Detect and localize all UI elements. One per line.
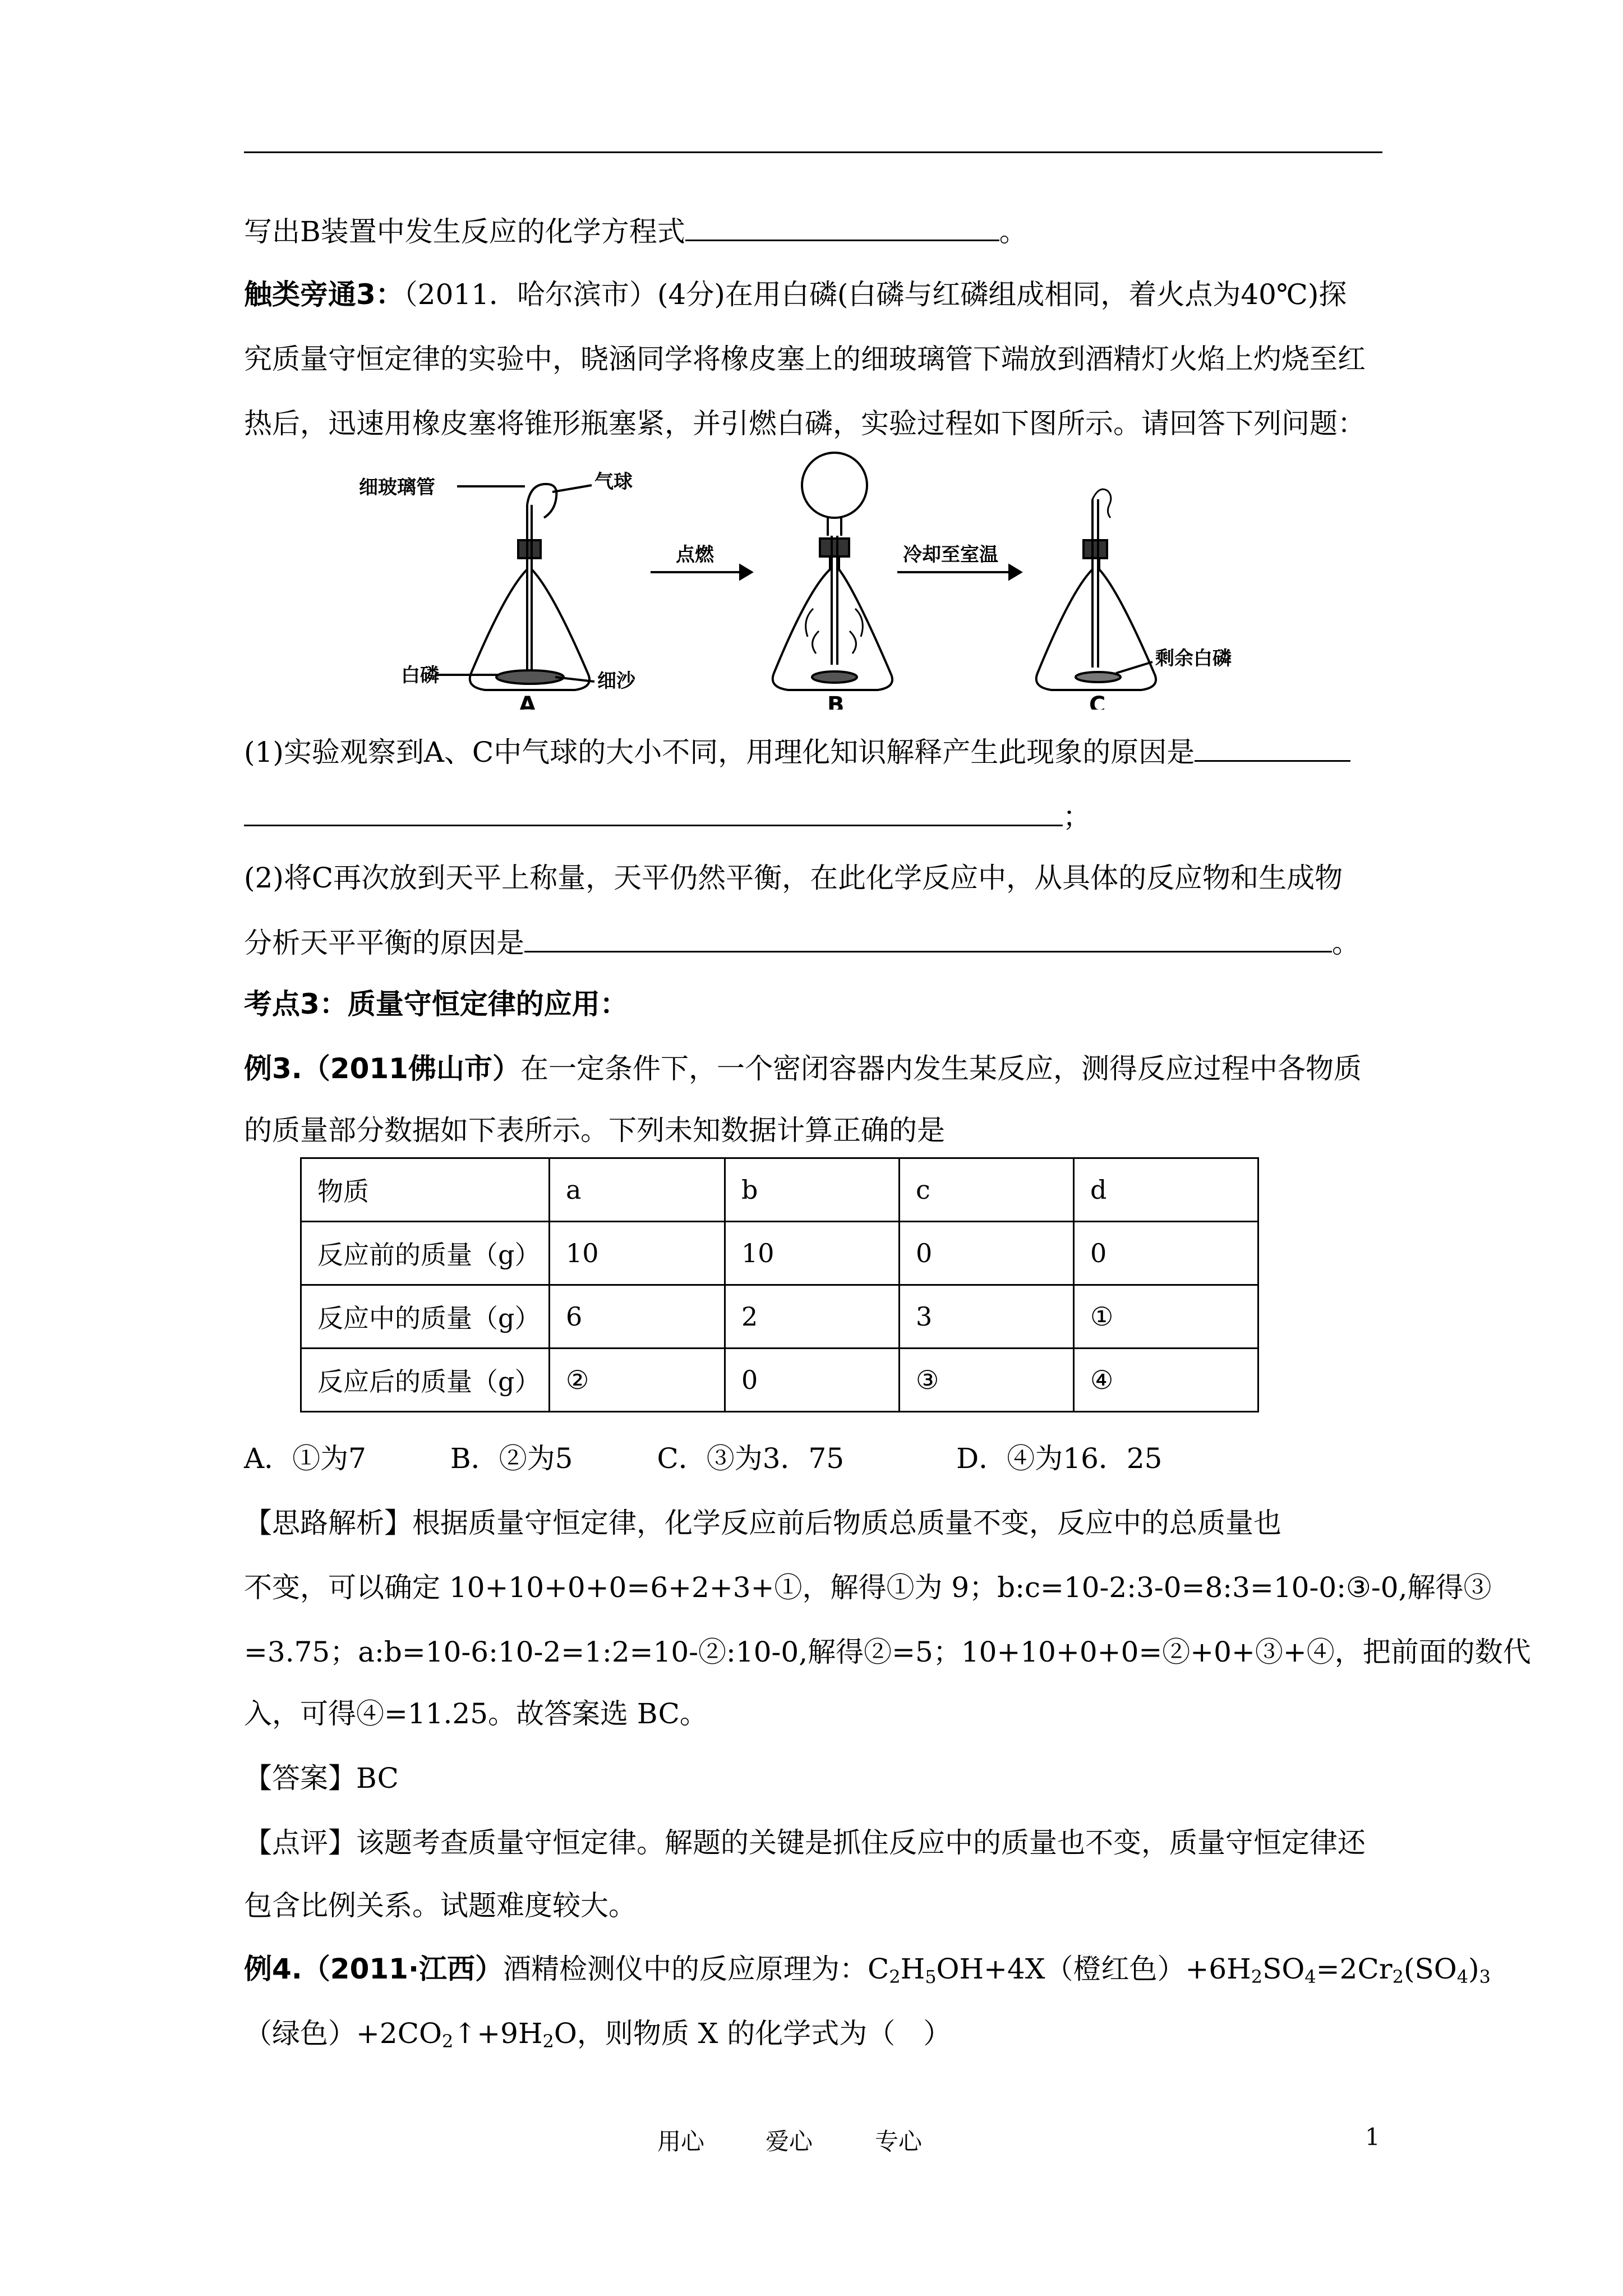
table-row: [301, 1222, 1258, 1285]
example-4-cont: （绿色）$+2CO_2↑+9H_2O$，则物质 X 的化学式为（ ）: [244, 2017, 952, 2052]
text-line: 触类旁通3：（2011．哈尔滨市）(4分)在用白磷(白磷与红磷组成相同，着火点为40℃)探: [244, 278, 1347, 311]
text-line: 究质量守恒定律的实验中，晓涵同学将橡皮塞上的细玻璃管下端放到酒精灯火焰上灼烧至红: [244, 343, 1366, 375]
arrow-cool: [897, 565, 1021, 579]
table-cell: 反应后的质量（g）: [301, 1349, 550, 1412]
header-rule: [244, 151, 1382, 153]
table-cell: a: [550, 1158, 725, 1222]
table-cell: c: [900, 1158, 1074, 1222]
solution-line: 不变，可以确定 10+10+0+0=6+2+3+①，解得①为 9；b:c=10-2:3-0=8:3=10-0:③-0,解得③: [244, 1571, 1492, 1604]
question-2-cont: 分析天平平衡的原因是 。: [244, 922, 1360, 963]
solution-line: 【思路解析】根据质量守恒定律，化学反应前后物质总质量不变，反应中的总质量也: [244, 1507, 1281, 1539]
table-row: [301, 1158, 1258, 1222]
example-3-cont: 的质量部分数据如下表所示。下列未知数据计算正确的是: [244, 1114, 945, 1147]
footer-motto: 用心: [657, 2128, 705, 2155]
solution-line: 入，可得④=11.25。故答案选 BC。: [244, 1697, 708, 1730]
table-cell: ③: [900, 1349, 1074, 1412]
table-cell: d: [1074, 1158, 1258, 1222]
page-number: 1: [1365, 2123, 1380, 2151]
arrow-label-cool: 冷却至室温: [903, 544, 998, 566]
answer-options: A．①为7 B．②为5 C．③为3．75 D．④为16．25: [244, 1442, 1163, 1475]
solution-line: =3.75；a:b=10-6:10-2=1:2=10-②:10-0,解得②=5；10+10+0+0=②+0+③+④，把前面的数代: [244, 1636, 1531, 1668]
comment-line: 包含比例关系。试题难度较大。: [244, 1889, 637, 1922]
label-b: B: [827, 692, 845, 710]
table-cell: 0: [1074, 1222, 1258, 1285]
flask-c: [1036, 489, 1156, 690]
answer-line: 【答案】BC: [244, 1762, 399, 1795]
table-cell: 2: [725, 1285, 900, 1349]
answer-blank[interactable]: [685, 210, 999, 241]
table-cell: 0: [900, 1222, 1074, 1285]
answer-blank[interactable]: [1195, 731, 1350, 762]
answer-blank[interactable]: [244, 795, 1063, 826]
question-1-cont: ；: [244, 795, 1091, 836]
table-cell: 10: [550, 1222, 725, 1285]
table-cell: b: [725, 1158, 900, 1222]
label-sand: 细沙: [597, 670, 635, 692]
comment-line: 【点评】该题考查质量守恒定律。解题的关键是抓住反应中的质量也不变，质量守恒定律还: [244, 1826, 1366, 1859]
label-white-phosphorus: 白磷: [401, 664, 439, 687]
text-line: 写出B装置中发生反应的化学方程式 。: [244, 210, 1027, 251]
label-c: C: [1089, 692, 1106, 710]
section-heading: 考点3：质量守恒定律的应用：: [244, 988, 628, 1020]
flask-a: [437, 484, 594, 690]
label-a: A: [519, 692, 536, 710]
arrow-label-ignite: 点燃: [676, 544, 714, 566]
table-cell: 0: [725, 1349, 900, 1412]
footer-motto: 专心: [875, 2128, 923, 2155]
table-cell: 物质: [301, 1158, 550, 1222]
label-balloon: 气球: [594, 471, 633, 493]
table-cell: ④: [1074, 1349, 1258, 1412]
answer-blank[interactable]: [524, 922, 1332, 953]
question-2: (2)将C再次放到天平上称量，天平仍然平衡，在此化学反应中，从具体的反应物和生成物: [244, 862, 1343, 894]
table-row: [301, 1349, 1258, 1412]
footer-motto: 爱心: [766, 2128, 813, 2155]
flask-b: [773, 453, 892, 690]
table-cell: 10: [725, 1222, 900, 1285]
mass-table: [300, 1157, 1259, 1412]
table-cell: ②: [550, 1349, 725, 1412]
table-cell: 反应中的质量（g）: [301, 1285, 550, 1349]
example-3: 例3.（2011佛山市）在一定条件下，一个密闭容器内发生某反应，测得反应过程中各物质: [244, 1052, 1362, 1085]
label-remaining-phosphorus: 剩余白磷: [1155, 647, 1232, 670]
label-tube: 细玻璃管: [359, 476, 435, 499]
arrow-ignite: [651, 565, 751, 579]
example-4: 例4.（2011·江西）酒精检测仪中的反应原理为：$C_2H_5OH+4X$（橙红色）$+6H_2SO_4=2Cr_2(SO_4)_3$: [244, 1953, 1491, 1987]
table-cell: 反应前的质量（g）: [301, 1222, 550, 1285]
table-cell: 3: [900, 1285, 1074, 1349]
experiment-figure: [359, 452, 1267, 710]
table-cell: ①: [1074, 1285, 1258, 1349]
table-row: [301, 1285, 1258, 1349]
question-1: (1)实验观察到A、C中气球的大小不同，用理化知识解释产生此现象的原因是: [244, 731, 1350, 772]
text-line: 热后，迅速用橡皮塞将锥形瓶塞紧，并引燃白磷，实验过程如下图所示。请回答下列问题：: [244, 407, 1366, 440]
table-cell: 6: [550, 1285, 725, 1349]
apparatus-diagram: [359, 452, 1267, 710]
